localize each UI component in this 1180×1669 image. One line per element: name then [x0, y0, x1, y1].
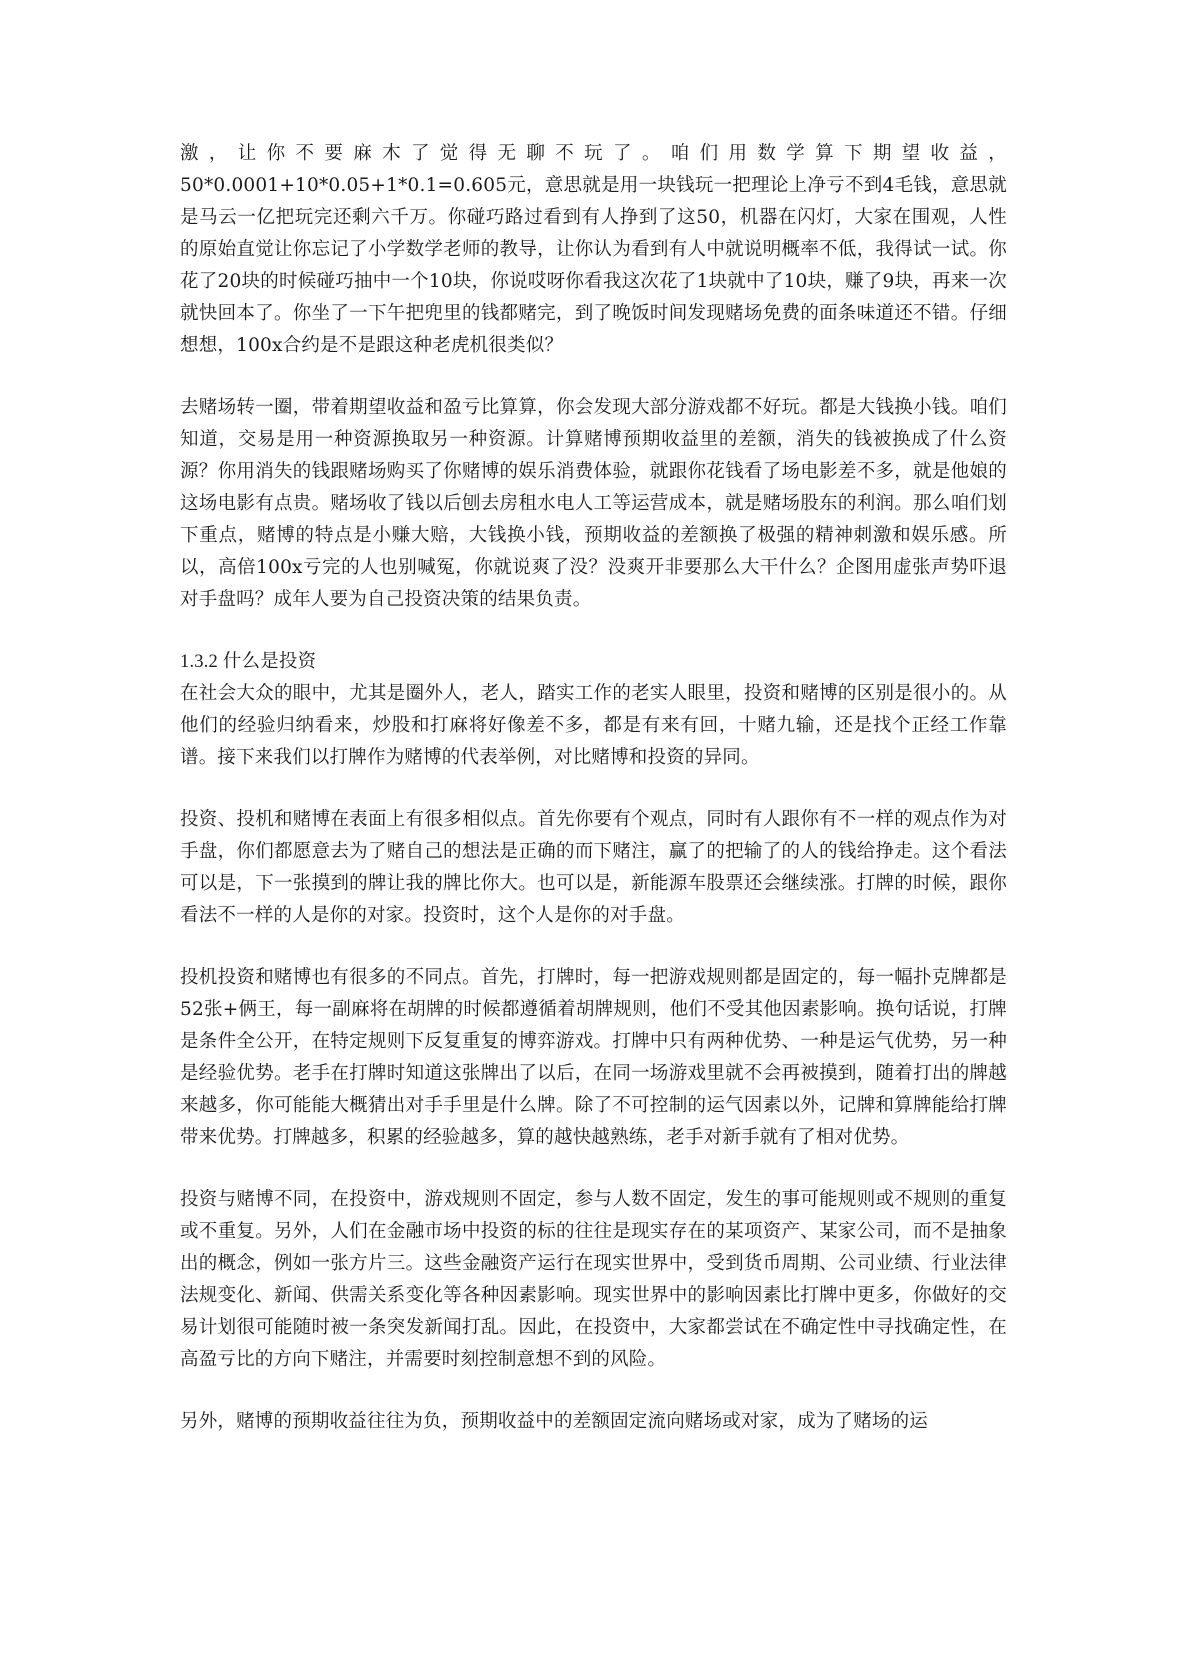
document-page [180, 138, 1007, 1438]
paragraph-public-view: 在社会大众的眼中，尤其是圈外人，老人，踏实工作的老实人眼里，投资和赌博的区别是很小的。从他们的经验归纳看来，炒股和打麻将好像差不多，都是有来有回，十赌九输，还是找个正经工作靠谱。接下来我们以打牌作为赌博的代表举例，对比赌博和投资的异同。 [180, 683, 1007, 768]
paragraph-slot-machine-expectation: 激，让你不要麻木了觉得无聊不玩了。咱们用数学算下期望收益，50*0.0001+10*0.05+1*0.1=0.605元，意思就是用一块钱玩一把理论上净亏不到4毛钱，意思就是马云一亿把玩完还剩六千万。你碰巧路过看到有人挣到了这50，机器在闪灯，大家在围观，人性的原始直觉让你忘记了小学数学老师的教导，让你认为看到有人中就说明概率不低，我得试一试。你花了20块的时候碰巧抽中一个10块，你说哎呀你看我这次花了1块就中了10块，赚了9块，再来一次就快回本了。你坐了一下午把兜里的钱都赌完，到了晚饭时间发现赌场免费的面条味道还不错。仔细想想，100x合约是不是跟这种老虎机很类似？ [180, 143, 1007, 356]
paragraph-negative-expectation: 另外，赌博的预期收益往往为负，预期收益中的差额固定流向赌场或对家，成为了赌场的运 [180, 1411, 929, 1432]
paragraph-differences: 投机投资和赌博也有很多的不同点。首先，打牌时，每一把游戏规则都是固定的，每一幅扑克牌都是52张+俩王，每一副麻将在胡牌的时候都遵循着胡牌规则，他们不受其他因素影响。换句话说，打牌是条件全公开，在特定规则下反复重复的博弈游戏。打牌中只有两种优势、一种是运气优势，另一种是经验优势。老手在打牌时知道这张牌出了以后，在同一场游戏里就不会再被摸到，随着打出的牌越来越多，你可能能大概猜出对手手里是什么牌。除了不可控制的运气因素以外，记牌和算牌能给打牌带来优势。打牌越多，积累的经验越多，算的越快越熟练，老手对新手就有了相对优势。 [180, 967, 1007, 1148]
section-heading: 1.3.2 什么是投资 [180, 652, 317, 672]
paragraph-investment-uncertainty: 投资与赌博不同，在投资中，游戏规则不固定，参与人数不固定，发生的事可能规则或不规则的重复或不重复。另外，人们在金融市场中投资的标的往往是现实存在的某项资产、某家公司，而不是抽象出的概念，例如一张方片三。这些金融资产运行在现实世界中，受到货币周期、公司业绩、行业法律法规变化、新闻、供需关系变化等各种因素影响。现实世界中的影响因素比打牌中更多，你做好的交易计划很可能随时被一条突发新闻打乱。因此，在投资中，大家都尝试在不确定性中寻找确定性，在高盈亏比的方向下赌注，并需要时刻控制意想不到的风险。 [180, 1189, 1007, 1370]
paragraph-similarities: 投资、投机和赌博在表面上有很多相似点。首先你要有个观点，同时有人跟你有不一样的观点作为对手盘，你们都愿意去为了赌自己的想法是正确的而下赌注，赢了的把输了的人的钱给挣走。这个看法可以是，下一张摸到的牌让我的牌比你大。也可以是，新能源车股票还会继续涨。打牌的时候，跟你看法不一样的人是你的对家。投资时，这个人是你的对手盘。 [180, 809, 1007, 926]
paragraph-casino-tour: 去赌场转一圈，带着期望收益和盈亏比算算，你会发现大部分游戏都不好玩。都是大钱换小钱。咱们知道，交易是用一种资源换取另一种资源。计算赌博预期收益里的差额，消失的钱被换成了什么资源？你用消失的钱跟赌场购买了你赌博的娱乐消费体验，就跟你花钱看了场电影差不多，就是他娘的这场电影有点贵。赌场收了钱以后刨去房租水电人工等运营成本，就是赌场股东的利润。那么咱们划下重点，赌博的特点是小赚大赔，大钱换小钱，预期收益的差额换了极强的精神刺激和娱乐感。所以，高倍100x亏完的人也别喊冤，你就说爽了没？没爽开非要那么大干什么？企图用虚张声势吓退对手盘吗？成年人要为自己投资决策的结果负责。 [180, 397, 1007, 610]
